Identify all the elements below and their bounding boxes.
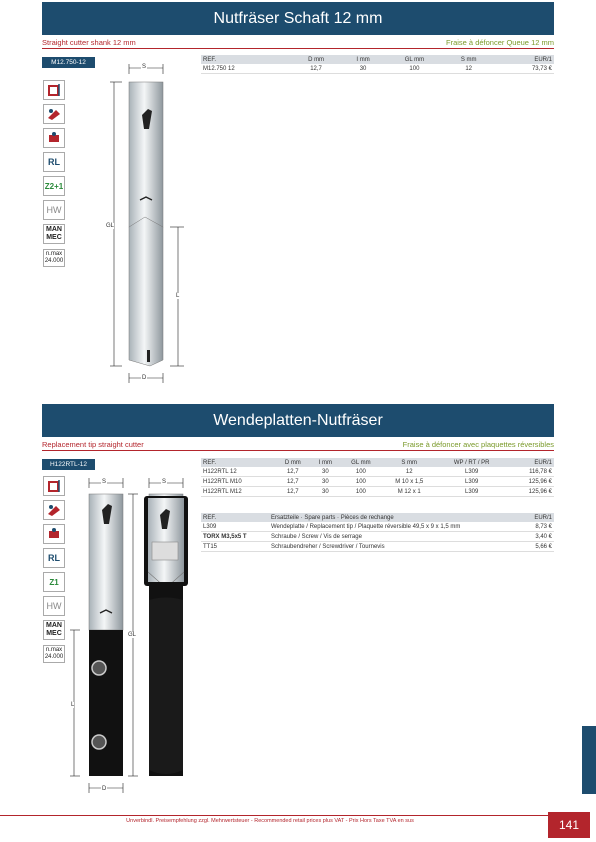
man-mec-icon — [43, 620, 65, 640]
col-gl: GL mm — [385, 55, 444, 64]
cell-i: 30 — [310, 487, 340, 497]
table-row — [201, 487, 554, 497]
vertical-feed-icon — [43, 80, 65, 100]
table-header — [201, 458, 554, 467]
col-d: D mm — [291, 55, 341, 64]
cell-gl: 100 — [340, 487, 381, 497]
mec-label: MEC — [46, 234, 62, 241]
cell-description: Schraube / Screw / Vis de serrage — [269, 532, 525, 542]
mec-label: MEC — [46, 630, 62, 637]
hardmetal-icon: HW — [43, 596, 65, 616]
dim-d-label: D — [142, 375, 147, 381]
col-i: I mm — [341, 55, 385, 64]
man-label: MAN — [46, 226, 62, 233]
section1-cutter-drawing — [100, 60, 200, 390]
cell-price: 8,73 € — [525, 522, 554, 532]
teeth-count-icon: Z2+1 — [43, 176, 65, 196]
cell-ref: H122RTL 12 — [201, 467, 275, 477]
cell-wp: L309 — [437, 467, 506, 477]
table-header — [201, 55, 554, 64]
col-price: EUR/1 — [506, 458, 554, 467]
max-rpm-icon — [43, 645, 65, 663]
cell-ref: H122RTL M10 — [201, 477, 275, 487]
max-rpm-icon — [43, 249, 65, 267]
col-wp: WP / RT / PR — [437, 458, 506, 467]
cell-price: 3,40 € — [525, 532, 554, 542]
table-row — [201, 477, 554, 487]
cell-s: 12 — [381, 467, 437, 477]
rotation-rl-icon: RL — [43, 152, 65, 172]
table-row — [201, 532, 554, 542]
cell-description: Schraubendreher / Screwdriver / Tournevis — [269, 542, 525, 552]
rpm-value: 24.000 — [44, 258, 64, 264]
section1-subtitle-row — [42, 36, 554, 48]
cell-d: 12,7 — [275, 487, 310, 497]
section2-subtitle-fr: Fraise à défoncer avec plaquettes réversibles — [402, 440, 554, 449]
col-price: EUR/1 — [493, 55, 554, 64]
section2-product-table — [201, 458, 554, 497]
cell-ref: H122RTL M12 — [201, 487, 275, 497]
rpm-value: 24.000 — [44, 654, 64, 660]
col-d: D mm — [275, 458, 310, 467]
cell-ref: TT15 — [201, 542, 269, 552]
table-header — [201, 513, 554, 522]
col-ref: REF. — [201, 55, 291, 64]
man-mec-icon — [43, 224, 65, 244]
section1-subtitle-en: Straight cutter shank 12 mm — [42, 38, 136, 47]
hardmetal-icon: HW — [43, 200, 65, 220]
spare-parts-table — [201, 513, 554, 552]
dim-s-label: S — [162, 479, 167, 485]
cell-i: 30 — [310, 467, 340, 477]
col-ref: REF. — [201, 458, 275, 467]
cell-s: 12 — [444, 64, 494, 74]
dim-l-label: L — [71, 702, 75, 708]
table-row — [201, 64, 554, 74]
cell-ref: TORX M3,5x5 T — [201, 532, 269, 542]
vertical-feed-icon — [43, 476, 65, 496]
cell-price: 5,66 € — [525, 542, 554, 552]
col-price: EUR/1 — [525, 513, 554, 522]
footer-divider — [0, 815, 548, 816]
table-row — [201, 522, 554, 532]
cell-s: M 10 x 1,5 — [381, 477, 437, 487]
cell-gl: 100 — [340, 467, 381, 477]
section2-title: Wendeplatten-Nutfräser — [42, 404, 554, 437]
divider — [42, 48, 554, 49]
groove-cut-icon — [43, 524, 65, 544]
cell-wp: L309 — [437, 487, 506, 497]
dim-s-label: S — [142, 64, 147, 70]
cell-i: 30 — [341, 64, 385, 74]
cell-ref: M12.750 12 — [201, 64, 291, 74]
cell-ref: L309 — [201, 522, 269, 532]
dim-gl-label: GL — [128, 632, 137, 638]
section2-subtitle-en: Replacement tip straight cutter — [42, 440, 144, 449]
col-s: S mm — [444, 55, 494, 64]
col-description: Ersatzteile · Spare parts · Pièces de rechange — [269, 513, 525, 522]
table-row — [201, 542, 554, 552]
cell-wp: L309 — [437, 477, 506, 487]
section1-product-table — [201, 55, 554, 74]
dim-l-label: L — [176, 293, 180, 299]
man-label: MAN — [46, 622, 62, 629]
section2-subtitle-row — [42, 438, 554, 450]
cell-d: 12,7 — [291, 64, 341, 74]
cell-s: M 12 x 1 — [381, 487, 437, 497]
rpm-label: n.max — [45, 647, 63, 653]
cell-d: 12,7 — [275, 467, 310, 477]
chapter-tab — [582, 726, 596, 794]
divider — [42, 450, 554, 451]
rpm-label: n.max — [45, 251, 63, 257]
cell-gl: 100 — [340, 477, 381, 487]
dim-s-label: S — [102, 479, 107, 485]
angle-cut-icon — [43, 104, 65, 124]
teeth-count-icon: Z1 — [43, 572, 65, 592]
col-i: I mm — [310, 458, 340, 467]
section1-code-badge: M12.750-12 — [42, 57, 95, 68]
cell-price: 125,96 € — [506, 477, 554, 487]
col-gl: GL mm — [340, 458, 381, 467]
section1-subtitle-fr: Fraise à défoncer Queue 12 mm — [446, 38, 554, 47]
cell-price: 73,73 € — [493, 64, 554, 74]
cell-price: 125,96 € — [506, 487, 554, 497]
footer-disclaimer: Unverbindl. Preisempfehlung zzgl. Mehrwertsteuer - Recommended retail prices plus VAT - Prix Hors Taxe TVA en sus — [126, 818, 414, 824]
groove-cut-icon — [43, 128, 65, 148]
dim-gl-label: GL — [106, 223, 115, 229]
cell-d: 12,7 — [275, 477, 310, 487]
page-number: 141 — [548, 812, 590, 838]
cell-gl: 100 — [385, 64, 444, 74]
rotation-rl-icon: RL — [43, 548, 65, 568]
table-row — [201, 467, 554, 477]
dim-d-label: D — [102, 786, 107, 792]
col-ref: REF. — [201, 513, 269, 522]
section1-title: Nutfräser Schaft 12 mm — [42, 2, 554, 35]
cell-i: 30 — [310, 477, 340, 487]
cell-price: 116,78 € — [506, 467, 554, 477]
angle-cut-icon — [43, 500, 65, 520]
section2-code-badge: H122RTL-12 — [42, 459, 95, 470]
col-s: S mm — [381, 458, 437, 467]
cell-description: Wendeplatte / Replacement tip / Plaquette réversible 49,5 x 9 x 1,5 mm — [269, 522, 525, 532]
